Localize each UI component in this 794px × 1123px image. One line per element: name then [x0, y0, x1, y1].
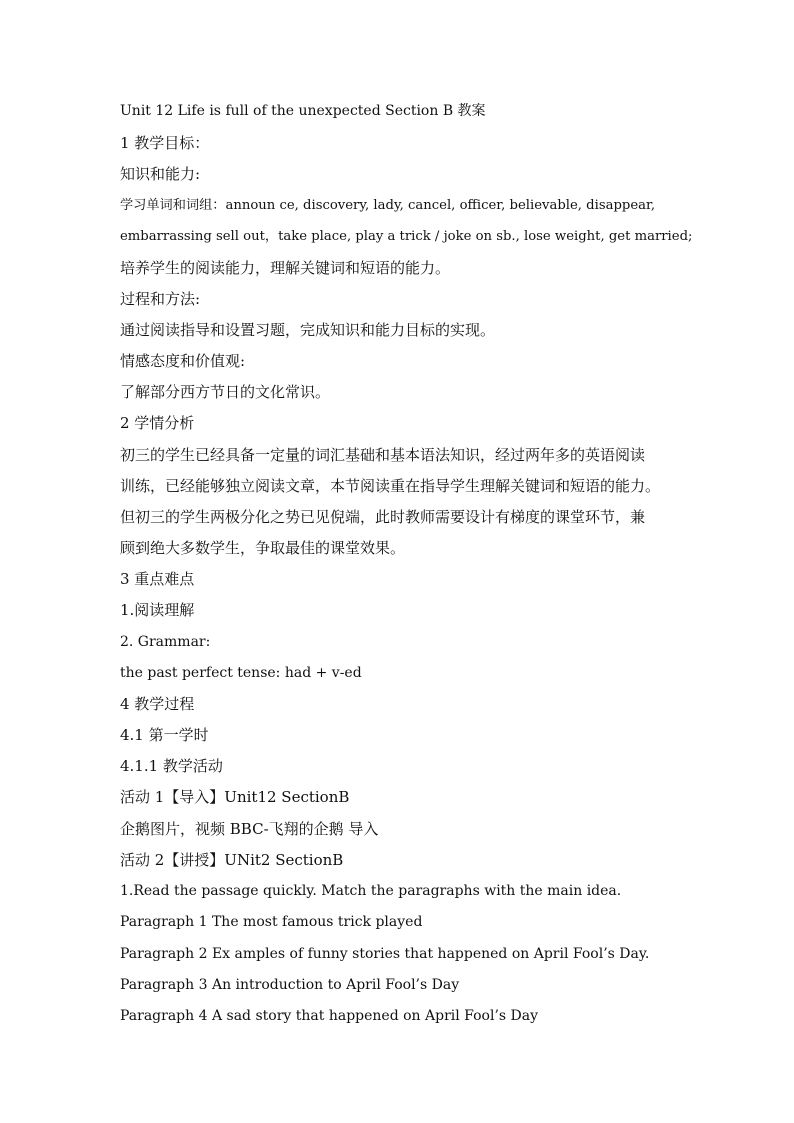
list-item: 2. Grammar:: [120, 634, 211, 650]
paragraph-match-item: Paragraph 4 A sad story that happened on April Fool’s Day: [120, 1008, 539, 1024]
subheading: 4.1.1 教学活动: [120, 757, 223, 775]
paragraph-match-item: Paragraph 3 An introduction to April Fool’s Day: [120, 977, 460, 993]
text-line: 学习单词和词组：announ ce, discovery, lady, cancel, officer, believable, disappear,: [120, 198, 656, 213]
subheading: 情感态度和价值观:: [120, 352, 246, 370]
subheading: 过程和方法:: [120, 290, 201, 308]
text-line: the past perfect tense: had + v-ed: [120, 665, 362, 681]
paragraph-line: 训练，已经能够独立阅读文章，本节阅读重在指导学生理解关键词和短语的能力。: [120, 477, 661, 495]
text-line: 企鹅图片，视频 BBC-飞翔的企鹅 导入: [120, 820, 379, 838]
list-item: 1.阅读理解: [120, 601, 195, 619]
text-line: embarrassing sell out，take place, play a trick / joke on sb., lose weight, get married;: [120, 229, 693, 244]
subheading: 4.1 第一学时: [120, 726, 209, 744]
section-heading: 2 学情分析: [120, 414, 195, 432]
paragraph-line: 但初三的学生两极分化之势已见倪端，此时教师需要设计有梯度的课堂环节，兼: [120, 508, 646, 526]
subheading: 知识和能力:: [120, 165, 201, 183]
paragraph-line: 顾到绝大多数学生，争取最佳的课堂效果。: [120, 539, 406, 557]
paragraph-match-item: Paragraph 2 Ex amples of funny stories that happened on April Fool’s Day.: [120, 946, 650, 962]
exercise-instruction: 1.Read the passage quickly. Match the paragraphs with the main idea.: [120, 883, 622, 899]
section-heading: 4 教学过程: [120, 695, 195, 713]
section-heading: 3 重点难点: [120, 570, 195, 588]
activity-line: 活动 1【导入】Unit12 SectionB: [120, 788, 350, 806]
text-line: 培养学生的阅读能力，理解关键词和短语的能力。: [120, 259, 451, 277]
section-heading: 1 教学目标：: [120, 134, 210, 152]
paragraph-line: 初三的学生已经具备一定量的词汇基础和基本语法知识，经过两年多的英语阅读: [120, 446, 646, 464]
paragraph-match-item: Paragraph 1 The most famous trick played: [120, 914, 423, 930]
activity-line: 活动 2【讲授】UNit2 SectionB: [120, 851, 344, 869]
document-title: Unit 12 Life is full of the unexpected Section B 教案: [120, 103, 486, 119]
text-line: 了解部分西方节日的文化常识。: [120, 383, 331, 401]
text-line: 通过阅读指导和设置习题，完成知识和能力目标的实现。: [120, 321, 496, 339]
